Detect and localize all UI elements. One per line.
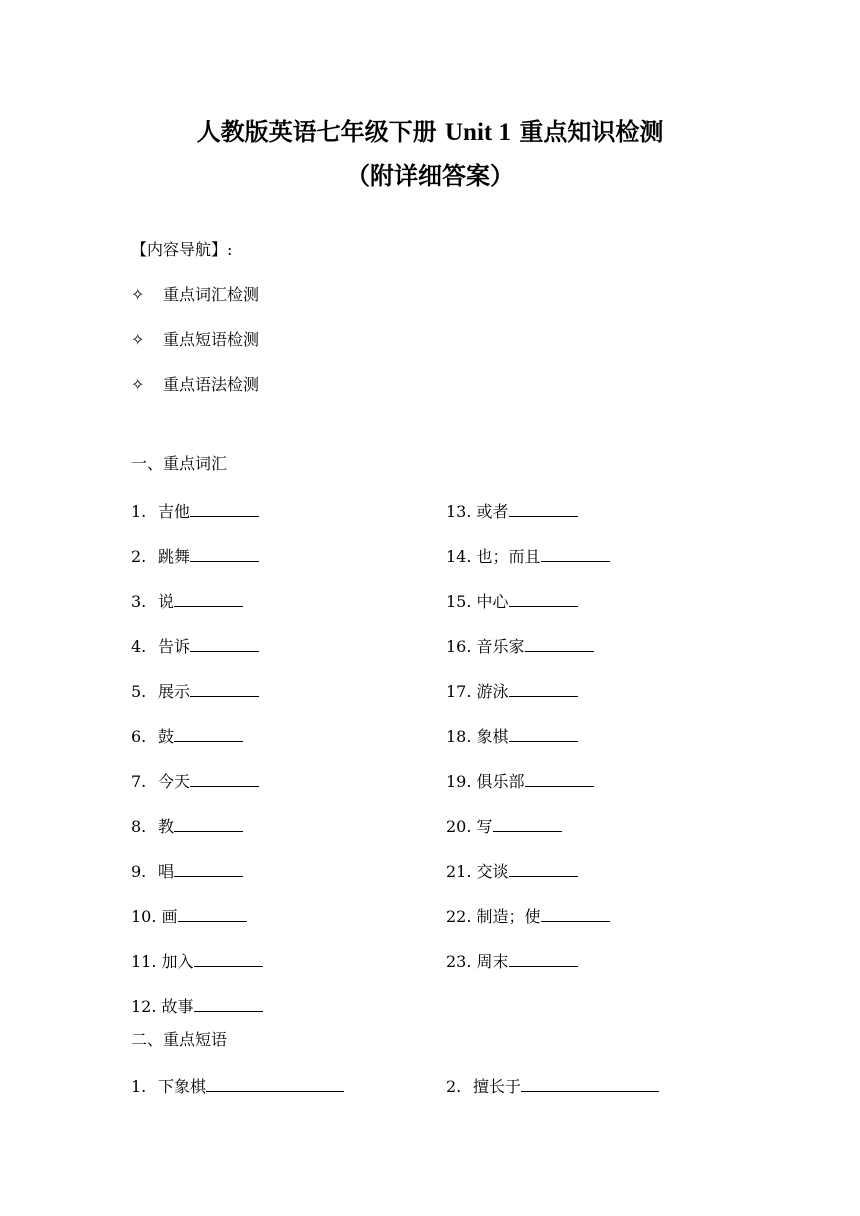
phrase-item: 2. 擅长于 [446,1075,659,1097]
vocab-item: 9. 唱 [131,860,243,882]
answer-blank[interactable] [509,950,578,967]
vocab-item: 11. 加入 [131,950,263,972]
answer-blank[interactable] [521,1075,659,1092]
answer-blank[interactable] [178,905,247,922]
answer-blank[interactable] [174,725,243,742]
sparkle-icon: ✧ [131,285,145,304]
answer-blank[interactable] [493,815,562,832]
vocab-item: 6. 鼓 [131,725,243,747]
answer-blank[interactable] [190,500,259,517]
answer-blank[interactable] [509,590,578,607]
nav-item-label: 重点词汇检测 [163,285,260,304]
vocab-item: 5. 展示 [131,680,259,702]
vocab-item: 8. 教 [131,815,243,837]
answer-blank[interactable] [509,680,578,697]
answer-blank[interactable] [194,950,263,967]
nav-item-label: 重点语法检测 [163,375,260,394]
answer-blank[interactable] [194,995,263,1012]
vocab-item: 21. 交谈 [446,860,578,882]
vocab-item: 1. 吉他 [131,500,259,522]
vocab-item: 12. 故事 [131,995,263,1017]
answer-blank[interactable] [206,1075,344,1092]
answer-blank[interactable] [541,545,610,562]
answer-blank[interactable] [509,860,578,877]
nav-item-label: 重点短语检测 [163,330,260,349]
answer-blank[interactable] [190,635,259,652]
answer-blank[interactable] [509,500,578,517]
section-heading-vocabulary: 一、重点词汇 [131,454,228,473]
vocab-item: 3. 说 [131,590,243,612]
section-heading-phrases: 二、重点短语 [131,1030,228,1049]
vocab-item: 19. 俱乐部 [446,770,594,792]
sparkle-icon: ✧ [131,375,145,394]
vocab-item: 18. 象棋 [446,725,578,747]
answer-blank[interactable] [174,860,243,877]
document-subtitle: （附详细答案） [346,162,514,190]
nav-heading: 【内容导航】: [131,240,233,259]
document-title [0,112,860,147]
vocab-item: 23. 周末 [446,950,578,972]
answer-blank[interactable] [190,770,259,787]
title-unit: Unit 1 [445,119,511,146]
vocab-item: 16. 音乐家 [446,635,594,657]
nav-item-phrases [131,330,259,350]
title-suffix: 重点知识检测 [519,118,664,146]
vocab-item: 7. 今天 [131,770,259,792]
vocab-item: 2. 跳舞 [131,545,259,567]
phrase-item: 1. 下象棋 [131,1075,344,1097]
nav-item-vocabulary [131,285,259,305]
answer-blank[interactable] [525,635,594,652]
answer-blank[interactable] [174,815,243,832]
vocab-item: 4. 告诉 [131,635,259,657]
answer-blank[interactable] [174,590,243,607]
sparkle-icon: ✧ [131,330,145,349]
vocab-item: 20. 写 [446,815,562,837]
vocab-item: 10. 画 [131,905,247,927]
vocab-item: 17. 游泳 [446,680,578,702]
nav-item-grammar [131,375,259,395]
answer-blank[interactable] [525,770,594,787]
vocab-item: 13. 或者 [446,500,578,522]
title-prefix: 人教版英语七年级下册 [196,118,437,146]
vocab-item: 15. 中心 [446,590,578,612]
answer-blank[interactable] [190,680,259,697]
answer-blank[interactable] [509,725,578,742]
answer-blank[interactable] [190,545,259,562]
vocab-item: 22. 制造；使 [446,905,610,927]
vocab-item: 14. 也；而且 [446,545,610,567]
answer-blank[interactable] [541,905,610,922]
